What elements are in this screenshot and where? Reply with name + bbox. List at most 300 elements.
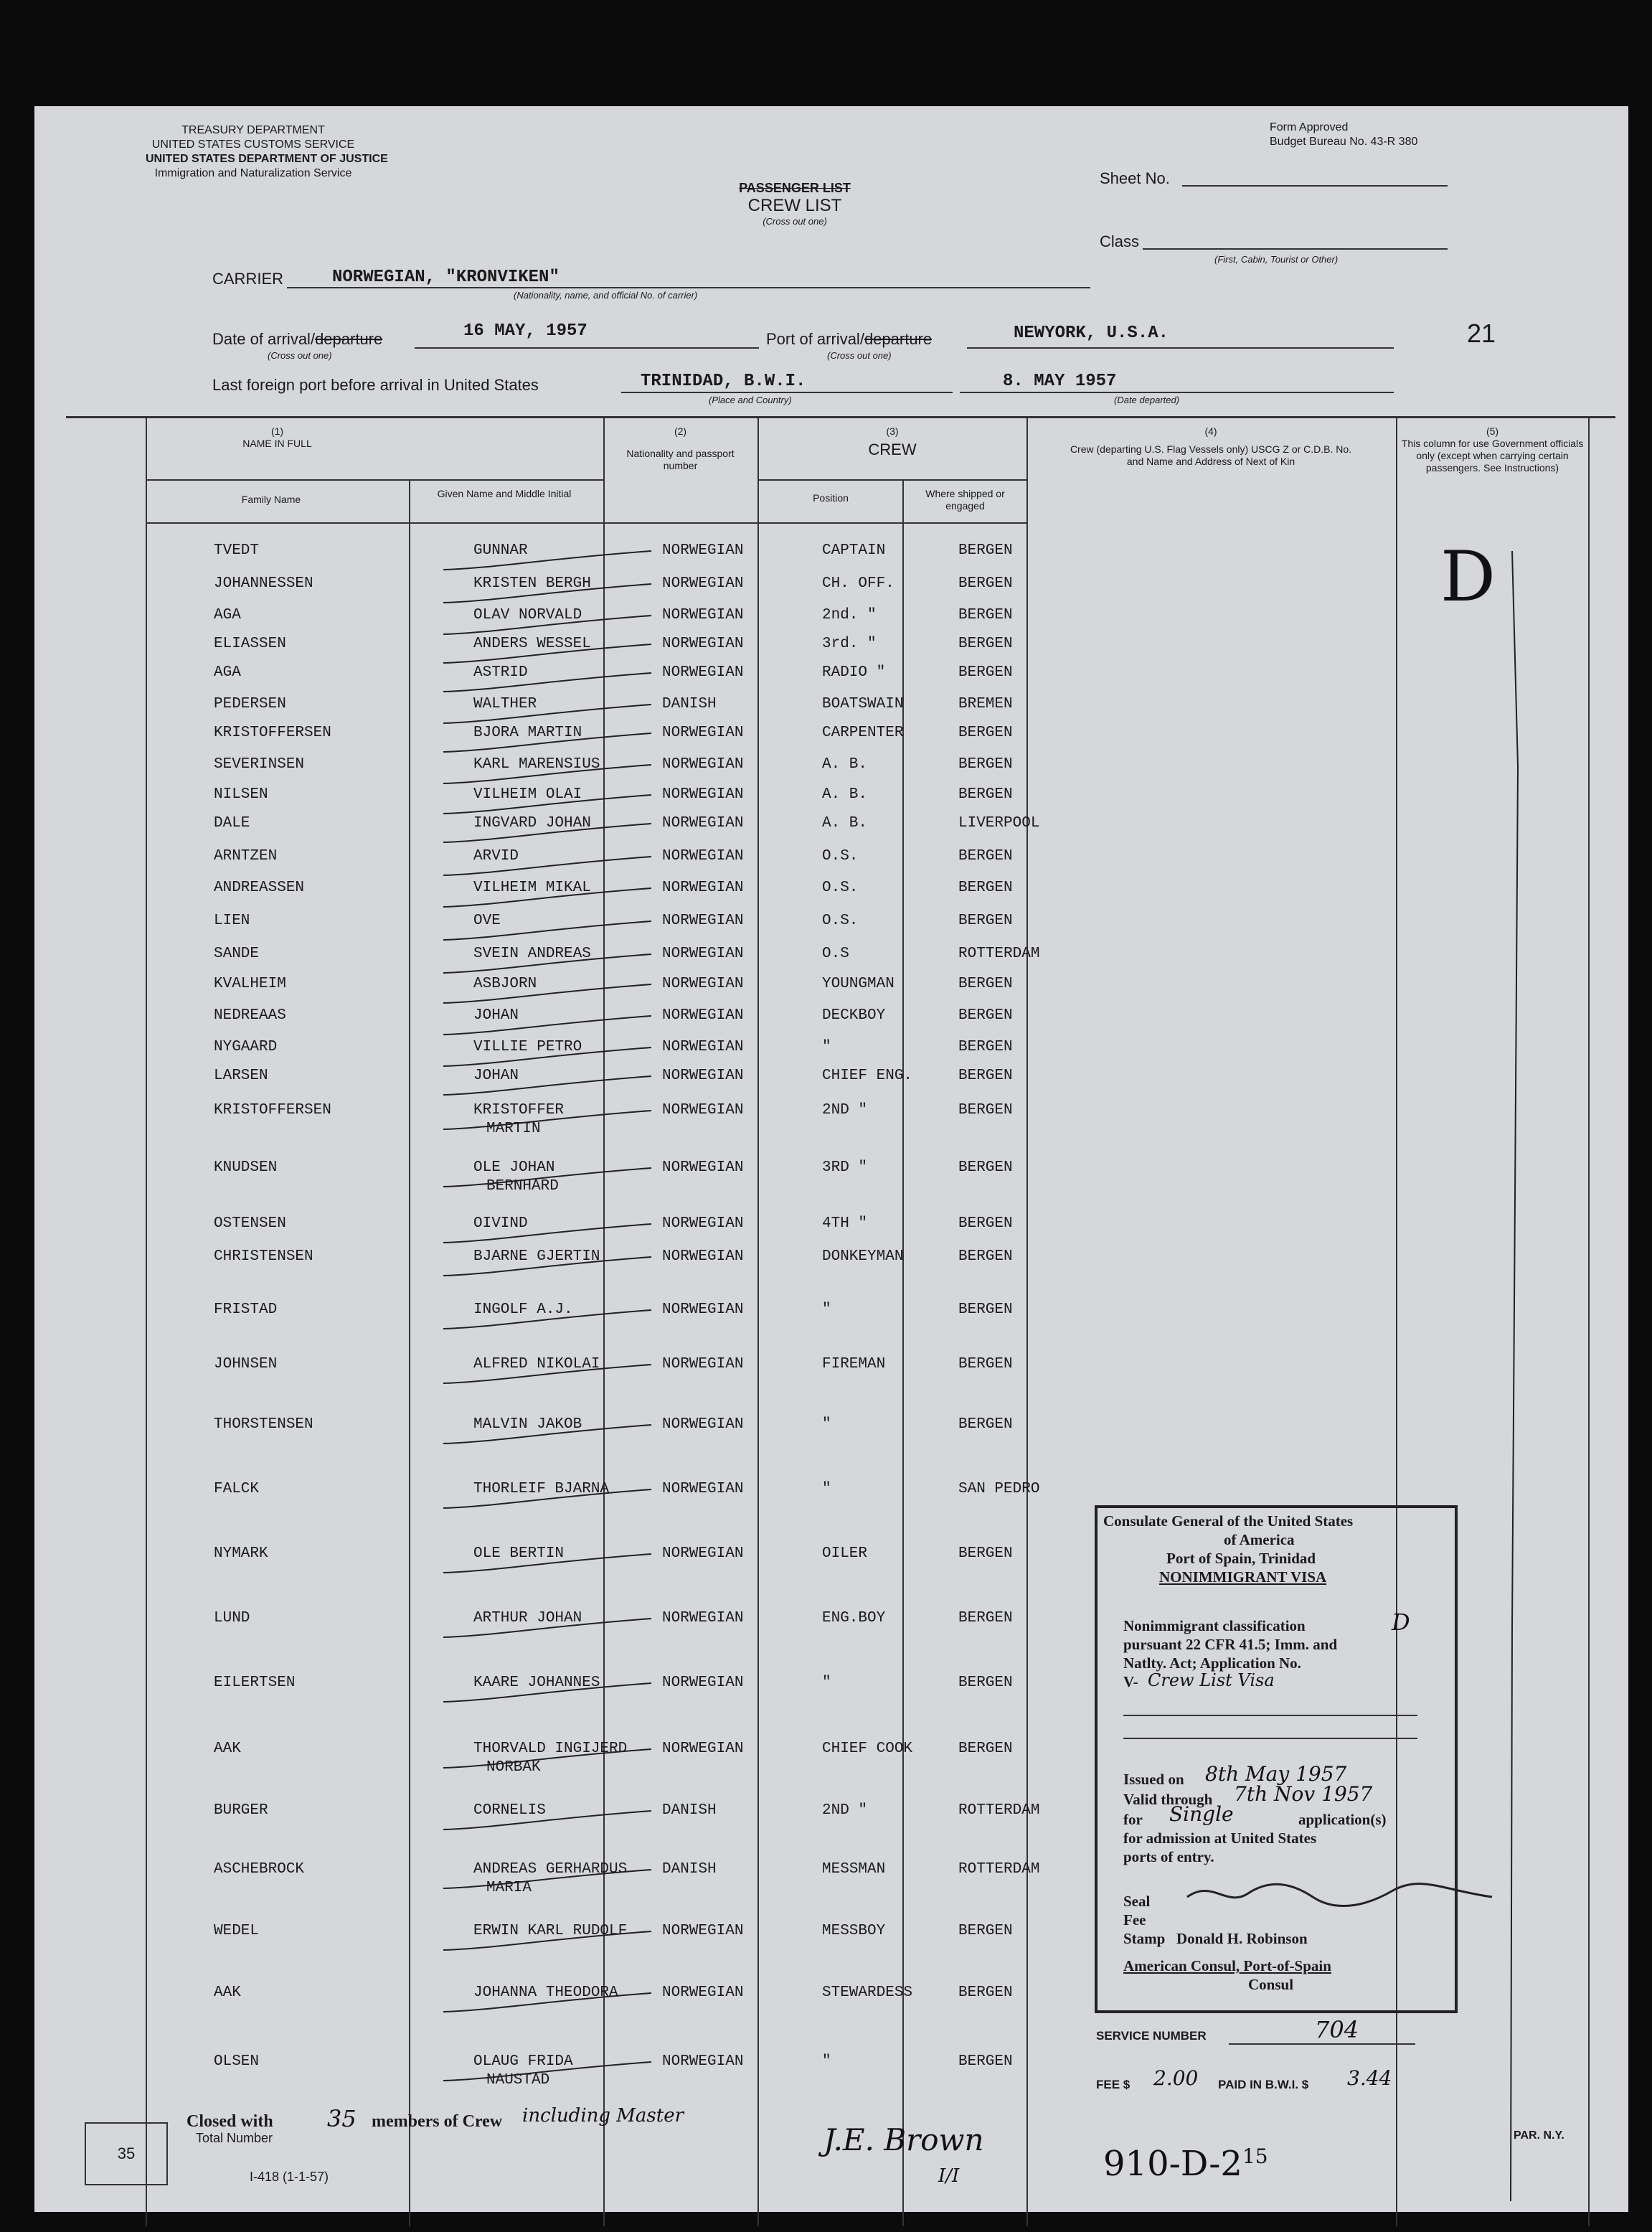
crew-cell-given: ANDERS WESSEL xyxy=(473,636,591,652)
last-port-line xyxy=(621,392,953,393)
check-stroke-path xyxy=(443,1931,651,1950)
check-stroke-path xyxy=(443,1257,651,1276)
crew-cell-given-continued: MARIA xyxy=(486,1880,532,1896)
crew-cell-family: ELIASSEN xyxy=(214,636,286,652)
crew-cell-port: BERGEN xyxy=(958,1356,1013,1372)
crew-cell-given: ANDREAS GERHARDUS xyxy=(473,1861,628,1878)
last-port-value: TRINIDAD, B.W.I. xyxy=(641,372,806,391)
check-stroke xyxy=(436,951,666,980)
crew-cell-given: OLAV NORVALD xyxy=(473,607,582,623)
stamp-line-2: of America xyxy=(1224,1531,1295,1548)
stamp-blank-line-2 xyxy=(1123,1738,1417,1739)
service-number-hand: 704 xyxy=(1315,2016,1359,2043)
stamp-line-5: Nonimmigrant classification xyxy=(1123,1617,1306,1634)
check-stroke xyxy=(436,1867,666,1896)
crew-cell-family: AAK xyxy=(214,1984,241,2001)
crew-cell-given: SVEIN ANDREAS xyxy=(473,946,591,962)
port-arrival-text: Port of arrival/ xyxy=(766,330,864,348)
crew-cell-family: EILERTSEN xyxy=(214,1675,296,1691)
crew-cell-given: KARL MARENSIUS xyxy=(473,756,600,773)
check-stroke xyxy=(436,854,666,882)
stamp-line-3: Port of Spain, Trinidad xyxy=(1166,1550,1316,1567)
crew-cell-given: ASTRID xyxy=(473,664,528,681)
crew-cell-given: INGVARD JOHAN xyxy=(473,815,591,832)
crew-cell-nat: NORWEGIAN xyxy=(662,976,744,992)
check-stroke xyxy=(436,1165,666,1194)
crew-cell-given: ARVID xyxy=(473,848,519,865)
crew-cell-family: NEDREAAS xyxy=(214,1007,286,1024)
check-stroke xyxy=(436,885,666,914)
crew-cell-family: LIEN xyxy=(214,913,250,929)
crew-cell-nat: NORWEGIAN xyxy=(662,1675,744,1691)
consulate-visa-stamp xyxy=(1095,1505,1458,2013)
file-annotation-sup: 15 xyxy=(1242,2144,1268,2168)
crew-cell-nat: DANISH xyxy=(662,1861,717,1878)
col3-number: (3) xyxy=(886,425,899,437)
crew-cell-family: THORSTENSEN xyxy=(214,1416,313,1433)
crew-cell-family: WEDEL xyxy=(214,1923,260,1939)
check-stroke-path xyxy=(443,1111,651,1129)
check-stroke-path xyxy=(443,1168,651,1187)
check-stroke-path xyxy=(443,1365,651,1383)
agency-line-2: UNITED STATES CUSTOMS SERVICE xyxy=(151,138,355,151)
crew-cell-family: FRISTAD xyxy=(214,1301,278,1318)
crew-cell-nat: NORWEGIAN xyxy=(662,1039,744,1055)
crew-cell-pos: " xyxy=(822,1675,831,1691)
crew-cell-port: BERGEN xyxy=(958,1301,1013,1318)
crew-cell-nat: NORWEGIAN xyxy=(662,636,744,652)
crew-cell-nat: NORWEGIAN xyxy=(662,1984,744,2001)
crew-cell-family: PEDERSEN xyxy=(214,696,286,712)
agency-line-1: TREASURY DEPARTMENT xyxy=(181,124,325,136)
stamp-line-4: NONIMMIGRANT VISA xyxy=(1159,1568,1327,1586)
crew-cell-given-continued: BERNHARD xyxy=(486,1178,559,1195)
crew-cell-nat: NORWEGIAN xyxy=(662,913,744,929)
check-stroke xyxy=(436,581,666,610)
check-stroke-path xyxy=(443,1425,651,1444)
col1-number: (1) xyxy=(270,425,284,437)
total-number-label: Total Number xyxy=(196,2131,273,2145)
crew-cell-port: BERGEN xyxy=(958,1610,1013,1626)
crew-cell-pos: MESSMAN xyxy=(822,1861,886,1878)
crew-cell-nat: NORWEGIAN xyxy=(662,1215,744,1232)
agency-line-4: Immigration and Naturalization Service xyxy=(154,167,352,179)
crew-cell-family: NYMARK xyxy=(214,1545,268,1562)
col3-header xyxy=(759,425,1026,456)
date-cross-hint: (Cross out one) xyxy=(268,350,332,361)
crew-cell-nat: NORWEGIAN xyxy=(662,575,744,592)
crew-cell-given: OVE xyxy=(473,913,501,929)
agency-line-3: UNITED STATES DEPARTMENT OF JUSTICE xyxy=(146,153,388,165)
crew-cell-given: KRISTEN BERGH xyxy=(473,575,591,592)
crew-cell-port: BERGEN xyxy=(958,2053,1013,2070)
col3-title: CREW xyxy=(868,441,917,458)
check-stroke-path xyxy=(443,1224,651,1243)
crew-header-rule xyxy=(757,479,1026,481)
crew-cell-pos: MESSBOY xyxy=(822,1923,886,1939)
stamp-line-7: Natlty. Act; Application No. xyxy=(1123,1654,1301,1672)
stamp-application-label: application(s) xyxy=(1298,1811,1387,1828)
check-stroke-path xyxy=(443,2062,651,2081)
check-stroke-path xyxy=(443,644,651,663)
crew-cell-port: BERGEN xyxy=(958,607,1013,623)
crew-cell-pos: DONKEYMAN xyxy=(822,1248,904,1265)
crew-cell-family: NYGAARD xyxy=(214,1039,278,1055)
check-stroke-path xyxy=(443,1047,651,1066)
crew-cell-nat: NORWEGIAN xyxy=(662,1545,744,1562)
stamp-blank-line-1 xyxy=(1123,1715,1417,1716)
stamp-valid-label: Valid through xyxy=(1123,1791,1213,1808)
crew-cell-port: BERGEN xyxy=(958,725,1013,741)
check-stroke xyxy=(436,981,666,1010)
file-annotation-text: 910-D-2 xyxy=(1103,2144,1242,2184)
crew-cell-given: THORVALD INGIJERD xyxy=(473,1741,628,1757)
crew-cell-nat: NORWEGIAN xyxy=(662,1159,744,1176)
crew-cell-given: VILLIE PETRO xyxy=(473,1039,582,1055)
carrier-hint: (Nationality, name, and official No. of carrier) xyxy=(514,290,698,301)
check-stroke xyxy=(436,730,666,759)
check-stroke-path xyxy=(443,1016,651,1035)
form-approved-label: Form Approved xyxy=(1270,121,1349,133)
crew-cell-nat: NORWEGIAN xyxy=(662,664,744,681)
shipped-header: Where shipped or engaged xyxy=(925,488,1005,512)
stamp-stamp-label: Stamp xyxy=(1123,1930,1166,1947)
crew-cell-pos: CAPTAIN xyxy=(822,542,886,559)
crew-cell-given: KRISTOFFER xyxy=(473,1102,565,1119)
crew-cell-pos: O.S. xyxy=(822,880,859,896)
stamp-line-6: pursuant 22 CFR 41.5; Imm. and xyxy=(1123,1636,1338,1653)
date-arrival-text: Date of arrival/ xyxy=(212,330,316,348)
crew-cell-given: OLE BERTIN xyxy=(473,1545,565,1562)
closed-with-label: Closed with xyxy=(187,2112,273,2131)
crew-cell-port: BERGEN xyxy=(958,913,1013,929)
crew-divider-right xyxy=(1026,418,1028,2226)
departed-hint: (Date departed) xyxy=(1114,395,1180,405)
check-stroke-path xyxy=(443,1683,651,1702)
crew-cell-pos: 3RD " xyxy=(822,1159,868,1176)
date-arrival-line xyxy=(415,347,759,349)
col2-number: (2) xyxy=(674,425,687,437)
crew-cell-port: ROTTERDAM xyxy=(958,946,1040,962)
cross-out-hint: (Cross out one) xyxy=(763,216,827,227)
check-stroke-path xyxy=(443,705,651,723)
crew-list-title: CREW LIST xyxy=(747,196,842,215)
check-stroke xyxy=(436,1013,666,1042)
carrier-label: CARRIER xyxy=(212,270,284,288)
service-number-label: SERVICE NUMBER xyxy=(1096,2029,1207,2043)
crew-cell-port: BERGEN xyxy=(958,1416,1013,1433)
check-stroke xyxy=(436,2059,666,2088)
crew-list-form xyxy=(34,106,1628,2212)
check-stroke xyxy=(436,1551,666,1580)
budget-bureau-label: Budget Bureau No. 43-R 380 xyxy=(1270,136,1418,148)
check-stroke xyxy=(436,1422,666,1451)
check-stroke-path xyxy=(443,1619,651,1637)
given-name-header: Given Name and Middle Initial xyxy=(437,488,572,499)
crew-cell-pos: " xyxy=(822,1039,831,1055)
crew-cell-family: FALCK xyxy=(214,1481,260,1497)
printer-mark: PAR. N.Y. xyxy=(1514,2129,1564,2142)
crew-cell-port: BERGEN xyxy=(958,756,1013,773)
check-stroke xyxy=(436,1307,666,1336)
crew-cell-pos: STEWARDESS xyxy=(822,1984,913,2001)
passenger-list-struck: PASSENGER LIST xyxy=(739,181,851,195)
total-count-box: 35 xyxy=(85,2122,168,2185)
check-stroke-path xyxy=(443,1076,651,1095)
crew-cell-port: BERGEN xyxy=(958,1545,1013,1562)
col1-title: NAME IN FULL xyxy=(242,438,312,449)
crew-cell-pos: " xyxy=(822,1481,831,1497)
crew-cell-port: ROTTERDAM xyxy=(958,1861,1040,1878)
crew-cell-nat: NORWEGIAN xyxy=(662,756,744,773)
header-bottom-rule xyxy=(146,522,1028,524)
crew-cell-nat: NORWEGIAN xyxy=(662,786,744,803)
crew-cell-nat: NORWEGIAN xyxy=(662,815,744,832)
file-annotation xyxy=(1103,2144,1268,2184)
stamp-for-hand: Single xyxy=(1169,1802,1234,1826)
crew-cell-family: LUND xyxy=(214,1610,250,1626)
stamp-ports-label: ports of entry. xyxy=(1123,1848,1214,1865)
crew-cell-pos: " xyxy=(822,1416,831,1433)
member-count-hand: 35 xyxy=(327,2105,357,2132)
crew-cell-nat: NORWEGIAN xyxy=(662,946,744,962)
check-stroke-path xyxy=(443,616,651,634)
crew-cell-port: BERGEN xyxy=(958,1741,1013,1757)
crew-cell-pos: A. B. xyxy=(822,815,868,832)
crew-cell-family: LARSEN xyxy=(214,1068,268,1084)
crew-cell-given: OLAUG FRIDA xyxy=(473,2053,573,2070)
crew-cell-pos: ENG.BOY xyxy=(822,1610,886,1626)
crew-cell-given: ALFRED NIKOLAI xyxy=(473,1356,600,1372)
crew-cell-family: CHRISTENSEN xyxy=(214,1248,313,1265)
class-handwritten-mark: D xyxy=(1440,537,1496,617)
crew-cell-port: BERGEN xyxy=(958,1102,1013,1119)
crew-cell-nat: NORWEGIAN xyxy=(662,1356,744,1372)
crew-cell-family: OSTENSEN xyxy=(214,1215,286,1232)
check-stroke-path xyxy=(443,954,651,973)
position-header: Position xyxy=(813,492,849,504)
crew-cell-given: CORNELIS xyxy=(473,1802,546,1819)
col5-header xyxy=(1401,425,1584,474)
crew-cell-port: BERGEN xyxy=(958,1215,1013,1232)
crew-cell-given: BJARNE GJERTIN xyxy=(473,1248,600,1265)
crew-cell-port: BREMEN xyxy=(958,696,1013,712)
nationality-divider-right xyxy=(757,418,759,2226)
crew-cell-port: BERGEN xyxy=(958,1039,1013,1055)
paid-hand: 3.44 xyxy=(1347,2066,1392,2090)
crew-cell-given: OIVIND xyxy=(473,1215,528,1232)
crew-cell-given: JOHAN xyxy=(473,1007,519,1024)
crew-cell-given: WALTHER xyxy=(473,696,537,712)
crew-cell-pos: 4TH " xyxy=(822,1215,868,1232)
paid-label: PAID IN B.W.I. $ xyxy=(1218,2078,1309,2091)
date-arrival-label xyxy=(212,330,382,349)
stamp-admission-label: for admission at United States xyxy=(1123,1830,1317,1847)
check-stroke xyxy=(436,821,666,849)
crew-cell-family: NILSEN xyxy=(214,786,268,803)
crew-cell-port: BERGEN xyxy=(958,664,1013,681)
check-stroke-path xyxy=(443,1310,651,1329)
port-arrival-label xyxy=(766,330,932,349)
check-stroke-path xyxy=(443,584,651,603)
stamp-line-1: Consulate General of the United States xyxy=(1103,1512,1354,1530)
crew-cell-pos: " xyxy=(822,2053,831,2070)
col4-header xyxy=(1067,425,1354,468)
crew-cell-nat: NORWEGIAN xyxy=(662,1007,744,1024)
crew-cell-given-continued: NAUSTAD xyxy=(486,2072,550,2089)
check-stroke-path xyxy=(443,1811,651,1830)
crew-cell-pos: 3rd. " xyxy=(822,636,877,652)
check-stroke xyxy=(436,1929,666,1957)
crew-cell-pos: RADIO " xyxy=(822,664,886,681)
check-stroke xyxy=(436,1616,666,1644)
crew-cell-family: AGA xyxy=(214,607,241,623)
crew-cell-family: KNUDSEN xyxy=(214,1159,278,1176)
crew-cell-port: BERGEN xyxy=(958,1675,1013,1691)
check-stroke xyxy=(436,1746,666,1775)
check-stroke-path xyxy=(443,1993,651,2012)
crew-cell-pos: A. B. xyxy=(822,786,868,803)
crew-cell-nat: NORWEGIAN xyxy=(662,1741,744,1757)
crew-cell-nat: NORWEGIAN xyxy=(662,1923,744,1939)
check-stroke-path xyxy=(443,1489,651,1508)
crew-cell-port: BERGEN xyxy=(958,1007,1013,1024)
crew-cell-family: ANDREASSEN xyxy=(214,880,305,896)
crew-cell-pos: OILER xyxy=(822,1545,868,1562)
crew-cell-given: KAARE JOHANNES xyxy=(473,1675,600,1691)
crew-cell-given: BJORA MARTIN xyxy=(473,725,582,741)
crew-cell-given: GUNNAR xyxy=(473,542,528,559)
crew-cell-pos: 2ND " xyxy=(822,1102,868,1119)
crew-cell-port: BERGEN xyxy=(958,636,1013,652)
crew-cell-port: BERGEN xyxy=(958,1248,1013,1265)
stamp-seal-label: Seal xyxy=(1123,1893,1151,1910)
crew-cell-family: KRISTOFFERSEN xyxy=(214,725,331,741)
crew-cell-given: OLE JOHAN xyxy=(473,1159,555,1176)
table-right-border xyxy=(1588,418,1590,2226)
check-stroke-path xyxy=(443,551,651,570)
officer-initials-signature: J.E. Brown xyxy=(823,2122,984,2157)
crew-cell-family: OLSEN xyxy=(214,2053,260,2070)
crew-cell-pos: FIREMAN xyxy=(822,1356,886,1372)
col4-number: (4) xyxy=(1204,425,1217,437)
check-stroke-path xyxy=(443,921,651,940)
crew-cell-nat: NORWEGIAN xyxy=(662,1610,744,1626)
crew-cell-nat: NORWEGIAN xyxy=(662,1068,744,1084)
crew-cell-pos: 2nd. " xyxy=(822,607,877,623)
col4-title: Crew (departing U.S. Flag Vessels only) USCG Z or C.D.B. No. and Name and Address of Next of Kin xyxy=(1070,443,1352,467)
crew-cell-nat: NORWEGIAN xyxy=(662,1248,744,1265)
last-port-label: Last foreign port before arrival in United States xyxy=(212,376,539,394)
departed-value: 8. MAY 1957 xyxy=(1003,372,1117,391)
crew-cell-given: INGOLF A.J. xyxy=(473,1301,573,1318)
crew-cell-given: THORLEIF BJARNA xyxy=(473,1481,610,1497)
last-port-hint: (Place and Country) xyxy=(709,395,792,405)
crew-cell-nat: DANISH xyxy=(662,696,717,712)
position-shipped-divider xyxy=(902,479,904,2226)
service-number-line xyxy=(1229,2043,1415,2045)
port-arrival-line xyxy=(967,347,1394,349)
check-stroke xyxy=(436,1254,666,1283)
check-stroke-path xyxy=(443,984,651,1003)
stamp-title-2: Consul xyxy=(1248,1976,1294,1993)
sheet-no-label: Sheet No. xyxy=(1100,169,1170,187)
crew-cell-nat: NORWEGIAN xyxy=(662,2053,744,2070)
col2-title: Nationality and passport number xyxy=(626,448,735,471)
stamp-for-label: for xyxy=(1123,1811,1143,1828)
crew-cell-port: BERGEN xyxy=(958,1984,1013,2001)
crew-cell-port: BERGEN xyxy=(958,1068,1013,1084)
check-stroke-path xyxy=(443,1554,651,1573)
crew-cell-pos: CARPENTER xyxy=(822,725,904,741)
name-header-rule xyxy=(146,479,603,481)
crew-cell-port: BERGEN xyxy=(958,1923,1013,1939)
col2-header xyxy=(614,425,747,472)
check-stroke xyxy=(436,670,666,699)
check-stroke-path xyxy=(443,857,651,875)
check-stroke xyxy=(436,1990,666,2019)
crew-cell-pos: CHIEF ENG. xyxy=(822,1068,913,1084)
crew-cell-given: ARTHUR JOHAN xyxy=(473,1610,582,1626)
members-of-crew-label: members of Crew xyxy=(372,2112,503,2131)
class-line xyxy=(1143,248,1448,250)
crew-cell-pos: YOUNGMAN xyxy=(822,976,895,992)
crew-cell-family: AGA xyxy=(214,664,241,681)
crew-cell-nat: NORWEGIAN xyxy=(662,880,744,896)
crew-cell-given: VILHEIM OLAI xyxy=(473,786,582,803)
port-cross-hint: (Cross out one) xyxy=(827,350,892,361)
stamp-title-1: American Consul, Port-of-Spain xyxy=(1123,1957,1331,1974)
check-stroke xyxy=(436,918,666,947)
crew-cell-nat: NORWEGIAN xyxy=(662,607,744,623)
crew-cell-given: ASBJORN xyxy=(473,976,537,992)
carrier-value: NORWEGIAN, "KRONVIKEN" xyxy=(332,268,560,287)
crew-cell-port: LIVERPOOL xyxy=(958,815,1040,832)
crew-cell-nat: NORWEGIAN xyxy=(662,1481,744,1497)
carrier-line xyxy=(287,287,1090,288)
agency-header xyxy=(146,123,388,181)
col5-title: This column for use Government officials only (except when carrying certain passengers. See Instructions) xyxy=(1401,438,1584,474)
sheet-no-line xyxy=(1182,185,1448,187)
family-given-divider xyxy=(409,479,410,2226)
list-title-block xyxy=(694,181,895,227)
crew-cell-pos: CHIEF COOK xyxy=(822,1741,913,1757)
check-stroke xyxy=(436,1487,666,1515)
stamp-issued-hand: 8th May 1957 xyxy=(1205,1762,1347,1786)
crew-cell-family: JOHANNESSEN xyxy=(214,575,313,592)
port-arrival-value: NEWYORK, U.S.A. xyxy=(1014,324,1169,343)
check-stroke-path xyxy=(443,765,651,783)
col1-header xyxy=(146,425,409,450)
crew-cell-given-continued: MARTIN xyxy=(486,1121,541,1137)
crew-cell-family: AAK xyxy=(214,1741,241,1757)
crew-cell-pos: O.S. xyxy=(822,913,859,929)
officer-signature xyxy=(1184,1875,1499,1911)
stamp-line-8: V- xyxy=(1123,1673,1138,1690)
crew-cell-given: MALVIN JAKOB xyxy=(473,1416,582,1433)
crew-cell-family: ARNTZEN xyxy=(214,848,278,865)
fee-hand: 2.00 xyxy=(1153,2066,1199,2090)
crew-cell-family: BURGER xyxy=(214,1802,268,1819)
class-hint: (First, Cabin, Tourist or Other) xyxy=(1214,254,1339,265)
check-stroke xyxy=(436,1045,666,1073)
crew-cell-port: BERGEN xyxy=(958,880,1013,896)
crew-cell-nat: NORWEGIAN xyxy=(662,848,744,865)
crew-cell-family: ASCHEBROCK xyxy=(214,1861,305,1878)
page-number: 21 xyxy=(1467,319,1496,348)
crew-cell-given-continued: NORBAK xyxy=(486,1759,541,1776)
crew-cell-family: SEVERINSEN xyxy=(214,756,305,773)
